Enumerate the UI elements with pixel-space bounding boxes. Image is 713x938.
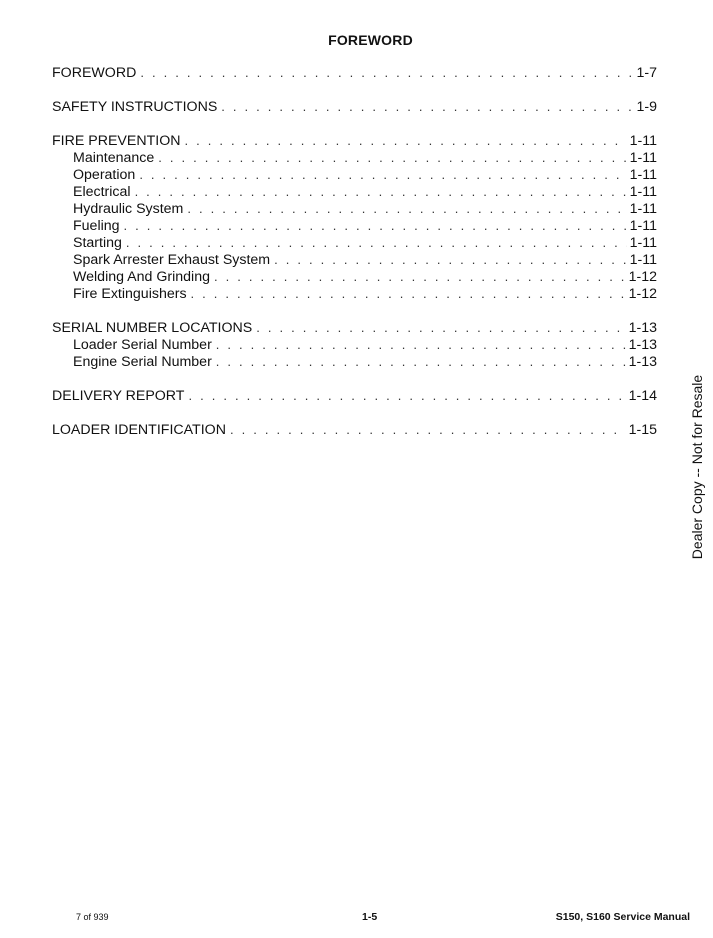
toc-leader-dots <box>126 234 627 251</box>
toc-entry[interactable] <box>52 353 657 370</box>
toc-entry-page: 1-13 <box>628 320 657 336</box>
toc-entry-label: FOREWORD <box>52 65 137 81</box>
toc-entry-page: 1-12 <box>628 269 657 285</box>
toc-leader-dots <box>188 387 625 404</box>
toc-entry-page: 1-11 <box>629 167 657 183</box>
toc-entry[interactable] <box>52 251 657 268</box>
toc-entry[interactable] <box>52 200 657 217</box>
toc-entry[interactable] <box>52 387 657 404</box>
toc-leader-dots <box>256 319 625 336</box>
toc-leader-dots <box>221 98 633 115</box>
toc-entry-label: Fire Extinguishers <box>73 286 187 302</box>
footer-page-number: 1-5 <box>362 911 378 923</box>
toc-entry[interactable] <box>52 217 657 234</box>
toc-entry-page: 1-13 <box>628 337 657 353</box>
toc-entry[interactable] <box>52 132 657 149</box>
toc-leader-dots <box>185 132 627 149</box>
toc-entry-label: FIRE PREVENTION <box>52 133 181 149</box>
footer-page-count: 7 of 939 <box>76 912 109 922</box>
toc-entry[interactable] <box>52 149 657 166</box>
toc-entry[interactable] <box>52 183 657 200</box>
toc-leader-dots <box>191 285 626 302</box>
toc-entry[interactable] <box>52 319 657 336</box>
toc-entry-page: 1-9 <box>636 99 657 115</box>
toc-entry-page: 1-14 <box>628 388 657 404</box>
toc-entry[interactable] <box>52 234 657 251</box>
toc-entry-label: SAFETY INSTRUCTIONS <box>52 99 218 115</box>
toc-leader-dots <box>216 336 626 353</box>
toc-leader-dots <box>274 251 627 268</box>
toc-leader-dots <box>187 200 626 217</box>
toc-entry-label: Engine Serial Number <box>73 354 212 370</box>
toc-entry-label: Maintenance <box>73 150 155 166</box>
toc-entry[interactable] <box>52 98 657 115</box>
toc-leader-dots <box>139 166 626 183</box>
table-of-contents <box>52 64 657 438</box>
toc-entry-label: Loader Serial Number <box>73 337 212 353</box>
toc-entry[interactable] <box>52 268 657 285</box>
toc-entry-page: 1-11 <box>629 133 657 149</box>
toc-entry-label: DELIVERY REPORT <box>52 388 185 404</box>
page-footer <box>0 911 713 925</box>
toc-entry-page: 1-11 <box>629 235 657 251</box>
toc-leader-dots <box>214 268 626 285</box>
toc-entry-label: SERIAL NUMBER LOCATIONS <box>52 320 253 336</box>
toc-leader-dots <box>216 353 626 370</box>
toc-entry-page: 1-11 <box>629 218 657 234</box>
toc-entry-label: Welding And Grinding <box>73 269 210 285</box>
toc-entry-label: Starting <box>73 235 122 251</box>
toc-entry-label: LOADER IDENTIFICATION <box>52 422 226 438</box>
toc-entry[interactable] <box>52 64 657 81</box>
toc-entry-page: 1-15 <box>628 422 657 438</box>
toc-entry[interactable] <box>52 421 657 438</box>
toc-entry-page: 1-13 <box>628 354 657 370</box>
toc-entry-page: 1-11 <box>629 150 657 166</box>
footer-manual-title: S150, S160 Service Manual <box>555 911 690 923</box>
toc-entry[interactable] <box>52 166 657 183</box>
toc-entry[interactable] <box>52 336 657 353</box>
toc-entry-page: 1-7 <box>636 65 657 81</box>
page-title: FOREWORD <box>328 32 413 48</box>
toc-entry-page: 1-11 <box>629 184 657 200</box>
toc-entry[interactable] <box>52 285 657 302</box>
toc-entry-label: Spark Arrester Exhaust System <box>73 252 271 268</box>
toc-entry-label: Electrical <box>73 184 131 200</box>
toc-entry-label: Operation <box>73 167 136 183</box>
toc-entry-page: 1-12 <box>628 286 657 302</box>
dealer-copy-watermark: Dealer Copy -- Not for Resale <box>689 374 705 560</box>
toc-entry-page: 1-11 <box>629 252 657 268</box>
toc-entry-page: 1-11 <box>629 201 657 217</box>
toc-entry-label: Hydraulic System <box>73 201 184 217</box>
toc-leader-dots <box>230 421 626 438</box>
toc-leader-dots <box>124 217 627 234</box>
toc-entry-label: Fueling <box>73 218 120 234</box>
toc-leader-dots <box>158 149 626 166</box>
toc-leader-dots <box>140 64 633 81</box>
toc-leader-dots <box>135 183 627 200</box>
